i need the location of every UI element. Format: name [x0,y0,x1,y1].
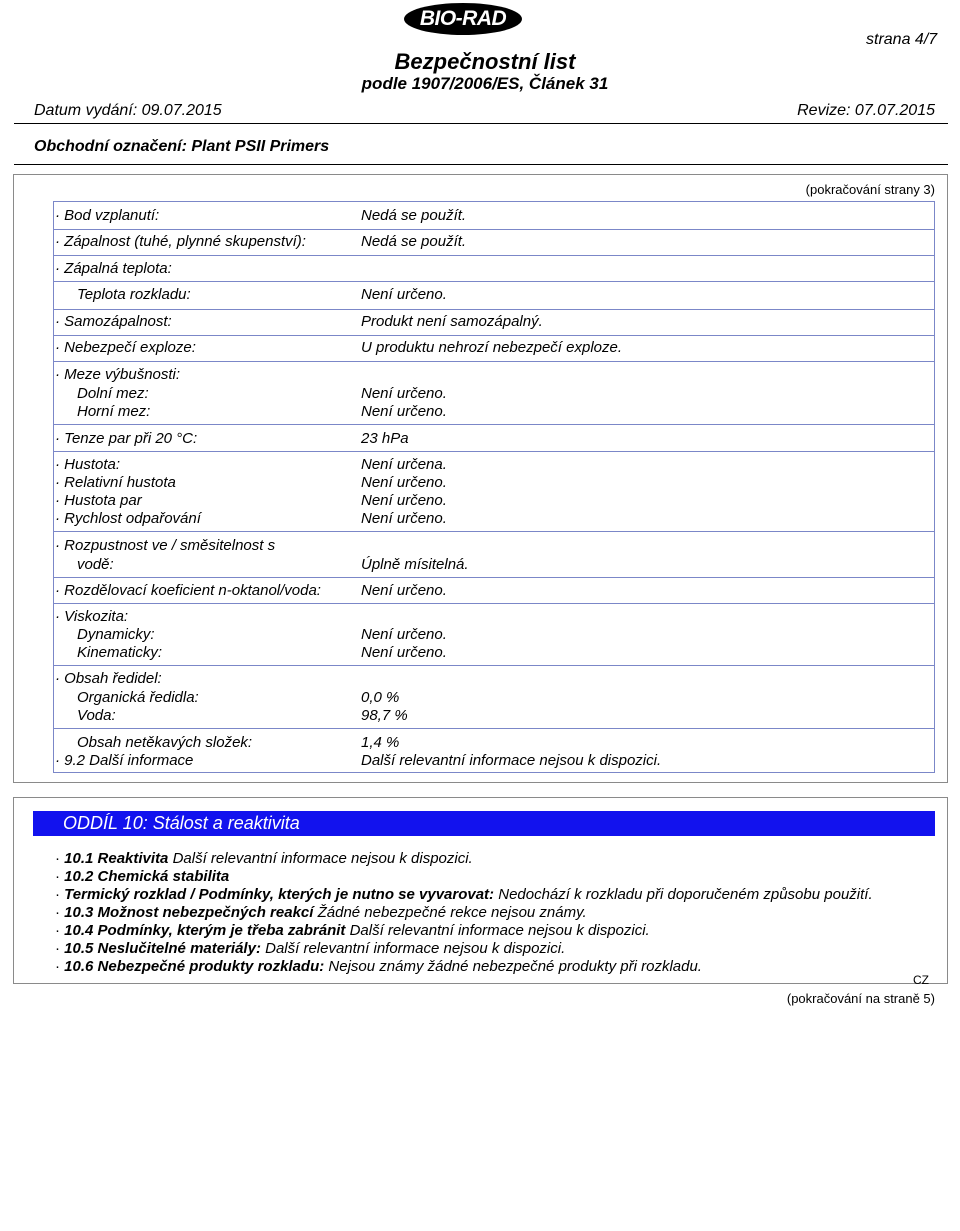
property-value: Není určeno. [361,474,447,491]
item-label: 10.4 Podmínky, kterým je třeba zabránit [64,922,346,939]
property-label: · Zápalná teplota: [55,260,172,277]
row-separator [53,603,935,604]
property-label: · Zápalnost (tuhé, plynné skupenství): [55,233,306,250]
item-text: Další relevantní informace nejsou k dispozici. [168,850,473,867]
section10-item [55,850,473,867]
property-label: Teplota rozkladu: [77,286,191,303]
property-value: Není určeno. [361,510,447,527]
property-value: 98,7 % [361,707,408,724]
continued-to: (pokračování na straně 5) [786,991,935,1006]
page-number: strana 4/7 [866,31,938,48]
item-label: Termický rozklad / Podmínky, kterých je nutno se vyvarovat: [64,886,495,903]
trade-name-divider [14,164,948,165]
property-label: · Relativní hustota [55,474,176,491]
item-text: Nedochází k rozkladu při doporučeném způsobu použití. [494,886,873,903]
property-value: Nedá se použít. [361,207,467,224]
property-value: Další relevantní informace nejsou k dispozici. [361,752,662,769]
property-label: Dolní mez: [77,385,149,402]
bullet: · [55,940,65,957]
row-separator [53,531,935,532]
property-label: Horní mez: [77,403,151,420]
document-subtitle: podle 1907/2006/ES, Článek 31 [361,74,609,93]
item-text: Další relevantní informace nejsou k dispozici. [345,922,650,939]
property-value: Není určena. [361,456,447,473]
item-label: 10.2 Chemická stabilita [64,868,230,885]
bullet: · [55,904,65,921]
row-separator [53,309,935,310]
item-text: Nejsou známy žádné nebezpečné produkty při rozkladu. [324,958,702,975]
property-value: Není určeno. [361,492,447,509]
property-label: Obsah netěkavých složek: [77,734,253,751]
property-label: · Meze výbušnosti: [55,366,181,383]
section10-heading: ODDÍL 10: Stálost a reaktivita [33,811,935,836]
section10-item [55,958,702,975]
item-text: Žádné nebezpečné rekce nejsou známy. [313,904,587,921]
property-value: Není určeno. [361,644,447,661]
property-label: · Bod vzplanutí: [55,207,160,224]
property-value: Není určeno. [361,403,447,420]
bullet: · [55,886,65,903]
property-label: Kinematicky: [77,644,163,661]
section10-item [55,886,873,903]
bio-rad-logo: BIO-RAD [404,3,522,35]
issue-date: Datum vydání: 09.07.2015 [34,102,222,119]
section10-item [55,868,229,885]
row-separator [53,577,935,578]
bullet: · [55,868,65,885]
row-separator [53,424,935,425]
property-label: · Samozápalnost: [55,313,172,330]
language-code: CZ [913,973,929,987]
property-value: Úplně mísitelná. [361,556,469,573]
row-separator [53,281,935,282]
property-label: Voda: [77,707,116,724]
bullet: · [55,958,65,975]
property-label: · 9.2 Další informace [55,752,194,769]
document-title: Bezpečnostní list [394,49,576,74]
item-label: 10.1 Reaktivita [64,850,169,867]
bullet: · [55,850,65,867]
item-label: 10.5 Neslučitelné materiály: [64,940,261,957]
section10-item [55,904,587,921]
property-label: · Obsah ředidel: [55,670,162,687]
property-label: · Viskozita: [55,608,129,625]
property-value: 0,0 % [361,689,400,706]
row-separator [53,361,935,362]
property-label: · Rozpustnost ve / směsitelnost s [55,537,276,554]
property-value: Produkt není samozápalný. [361,313,543,330]
property-value: Není určeno. [361,626,447,643]
section10-item [55,922,650,939]
property-value: 23 hPa [361,430,409,447]
row-separator [53,255,935,256]
header-divider [14,123,948,124]
property-value: Není určeno. [361,286,447,303]
property-value: Není určeno. [361,582,447,599]
property-value: Není určeno. [361,385,447,402]
property-label: · Rozdělovací koeficient n-oktanol/voda: [55,582,321,599]
property-label: Organická ředidla: [77,689,199,706]
revision-date: Revize: 07.07.2015 [797,102,935,119]
property-label: vodě: [77,556,114,573]
trade-name: Obchodní označení: Plant PSII Primers [34,138,330,155]
property-label: · Hustota par [55,492,142,509]
row-separator [53,665,935,666]
bullet: · [55,922,65,939]
property-label: · Rychlost odpařování [55,510,201,527]
row-separator [53,451,935,452]
row-separator [53,229,935,230]
row-separator [53,728,935,729]
item-label: 10.3 Možnost nebezpečných reakcí [64,904,314,921]
item-text: Další relevantní informace nejsou k dispozici. [260,940,566,957]
property-label: Dynamicky: [77,626,155,643]
continued-from: (pokračování strany 3) [805,182,935,197]
property-value: U produktu nehrozí nebezpečí exploze. [361,339,622,356]
row-separator [53,335,935,336]
property-value: 1,4 % [361,734,400,751]
item-label: 10.6 Nebezpečné produkty rozkladu: [64,958,325,975]
property-label: · Tenze par při 20 °C: [55,430,198,447]
property-label: · Nebezpečí exploze: [55,339,196,356]
section10-item [55,940,565,957]
property-value: Nedá se použít. [361,233,467,250]
property-label: · Hustota: [55,456,121,473]
